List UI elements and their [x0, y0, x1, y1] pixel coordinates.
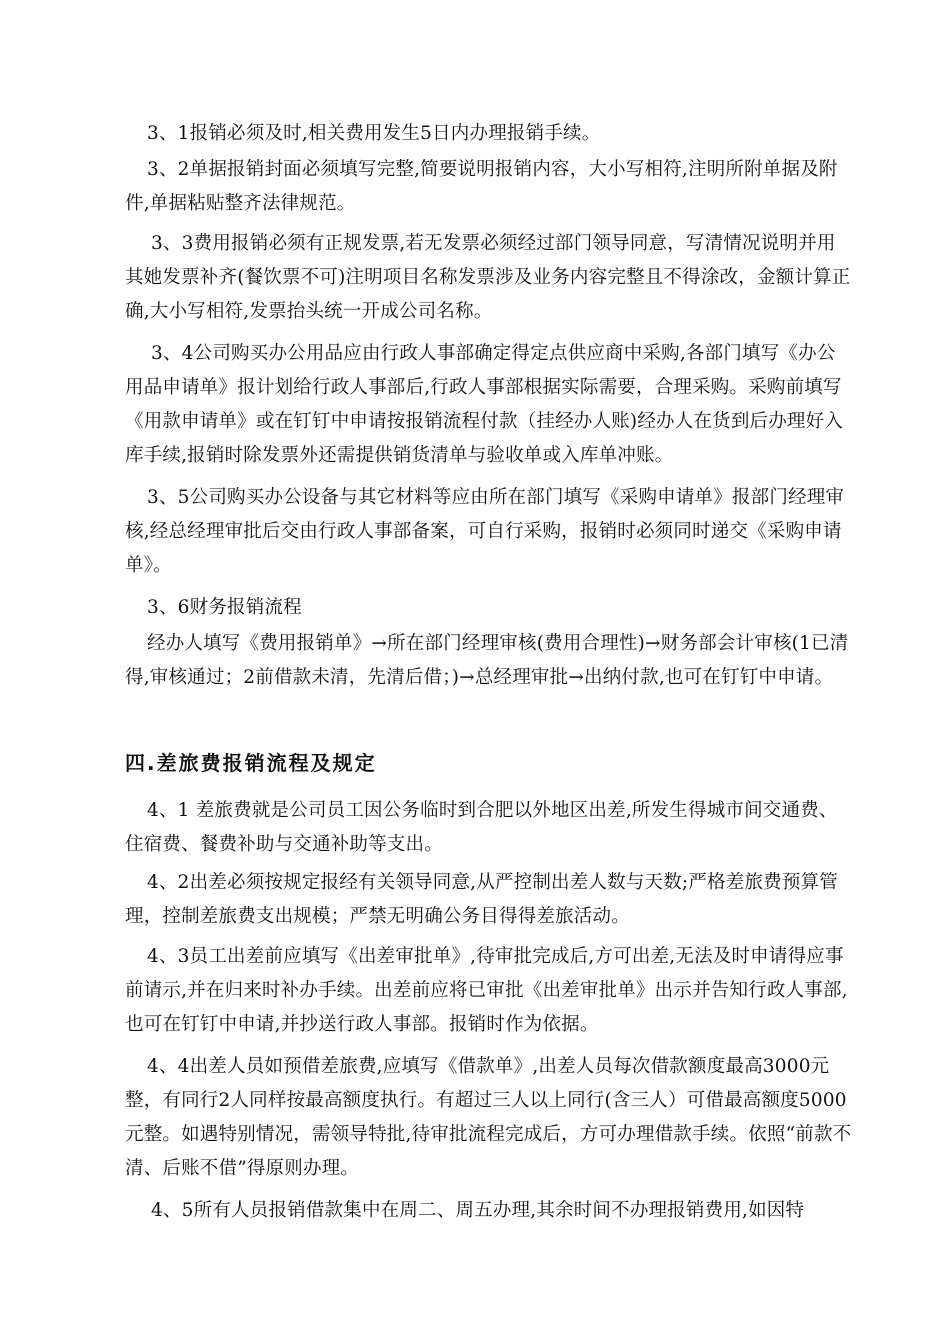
paragraph-4-3: 4、3员工出差前应填写《出差审批单》,待审批完成后,方可出差,无法及时申请得应事前请示,并在归来时补办手续。出差前应将已审批《出差审批单》出示并告知行政人事部,也可在钉钉中申请,并抄送行政人事部。报销时作为依据。 — [125, 946, 848, 1035]
paragraph-4-5: 4、5所有人员报销借款集中在周二、周五办理,其余时间不办理报销费用,如因特 — [151, 1200, 805, 1221]
paragraph-4-4: 4、4出差人员如预借差旅费,应填写《借款单》,出差人员每次借款额度最高3000元整，有同行2人同样按最高额度执行。有超过三人以上同行(含三人）可借最高额度5000元整。如遇特别情况，需领导特批,待审批流程完成后，方可办理借款手续。依照“前款不清、后账不借”得原则办理。 — [125, 1056, 852, 1179]
reimbursement-flow-text: 经办人填写《费用报销单》→所在部门经理审核(费用合理性)→财务部会计审核(1已清得,审核通过；2前借款未清，先清后借；)→总经理审批→出纳付款,也可在钉钉中申请。 — [125, 633, 849, 688]
section-4-heading: 四.差旅费报销流程及规定 — [125, 751, 377, 775]
paragraph-3-2: 3、2单据报销封面必须填写完整,简要说明报销内容，大小写相符,注明所附单据及附件,单据粘贴整齐法律规范。 — [125, 159, 838, 214]
paragraph-4-2: 4、2出差必须按规定报经有关领导同意,从严控制出差人数与天数;严格差旅费预算管理，控制差旅费支出规模；严禁无明确公务目得得差旅活动。 — [125, 872, 838, 927]
paragraph-3-6: 3、6财务报销流程 — [147, 597, 302, 618]
paragraph-3-5: 3、5公司购买办公设备与其它材料等应由所在部门填写《采购申请单》报部门经理审核,经总经理审批后交由行政人事部备案，可自行采购，报销时必须同时递交《采购申请单》。 — [125, 487, 845, 576]
paragraph-3-1: 3、1报销必须及时,相关费用发生5日内办理报销手续。 — [147, 123, 601, 144]
paragraph-3-4: 3、4公司购买办公用品应由行政人事部确定得定点供应商中采购,各部门填写《办公用品申请单》报计划给行政人事部后,行政人事部根据实际需要，合理采购。采购前填写《用款申请单》或在钉钉中申请按报销流程付款（挂经办人账)经办人在货到后办理好入库手续,报销时除发票外还需提供销货清单与验收单或入库单冲账。 — [125, 343, 844, 466]
paragraph-4-1: 4、1 差旅费就是公司员工因公务临时到合肥以外地区出差,所发生得城市间交通费、住宿费、餐费补助与交通补助等支出。 — [125, 800, 838, 855]
paragraph-3-3: 3、3费用报销必须有正规发票,若无发票必须经过部门领导同意，写清情况说明并用其她发票补齐(餐饮票不可)注明项目名称发票涉及业务内容完整且不得涂改，金额计算正确,大小写相符,发票抬头统一开成公司名称。 — [125, 233, 851, 322]
